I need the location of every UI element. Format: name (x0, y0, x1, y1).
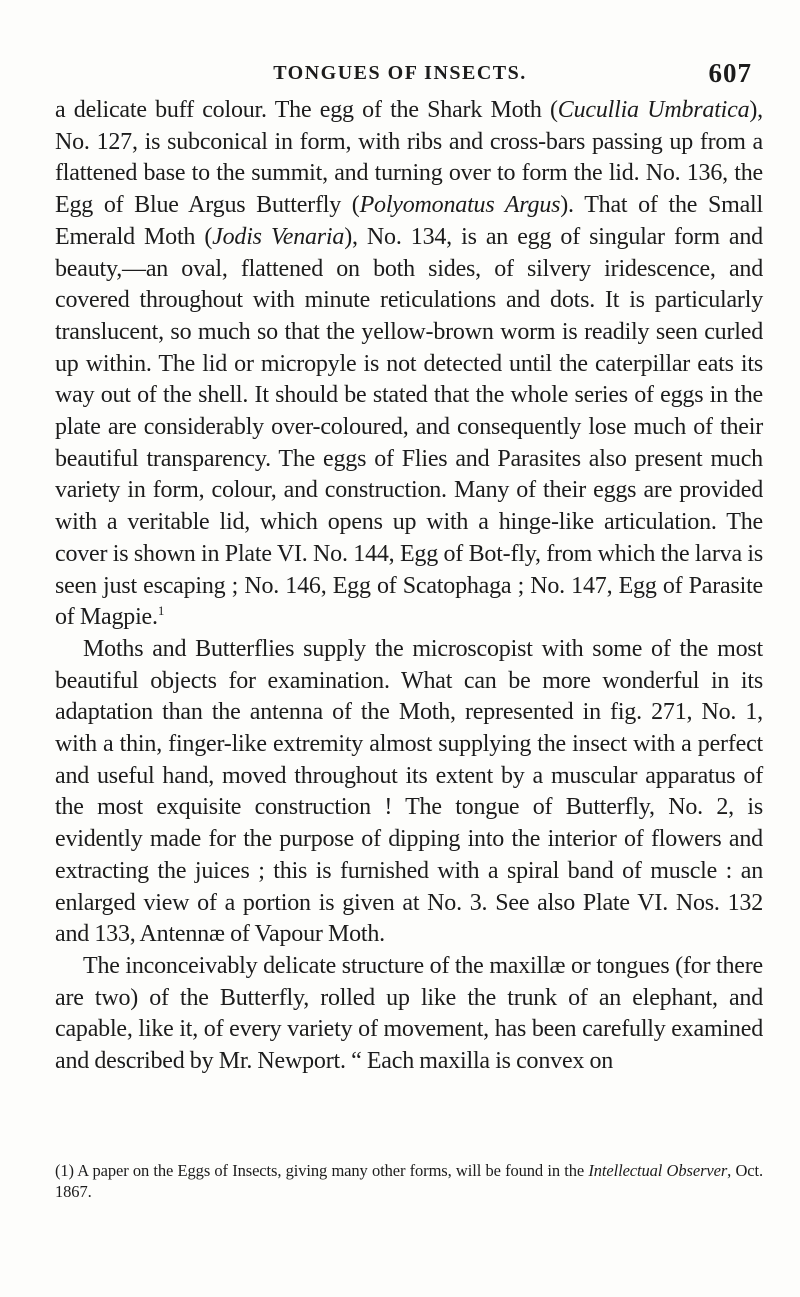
running-header (0, 58, 800, 92)
italic-term: Cucullia Umbratica (557, 97, 750, 123)
footnote-marker: 1 (157, 603, 165, 619)
italic-term: Intellectual Observer (588, 1161, 728, 1180)
paragraph: Moths and Butterflies supply the microscopist with some of the most beautiful objects for examination. What can be more wonderful in its adaptation than the antenna of the Moth, represented in fig. 271, No. 1, with a thin, finger-like extremity almost supplying the insect with a perfect and useful hand, moved throughout its extent by a muscular apparatus of the most exquisite construction ! The tongue of Butterfly, No. 2, is evidently made for the purpose of dipping into the interior of flowers and extracting the juices ; this is furnished with a spiral band of muscle : an enlarged view of a portion is given at No. 3. See also Plate VI. Nos. 132 and 133, Antennæ of Vapour Moth. (55, 635, 763, 948)
paragraph: The inconceivably delicate structure of the maxillæ or tongues (for there are two) of the Butterfly, rolled up like the trunk of an elephant, and capable, like it, of every variety of movement, has been carefully examined and described by Mr. Newport. “ Each maxilla is convex on (55, 952, 763, 1075)
italic-term: Polyomonatus Argus (359, 192, 561, 219)
footnote: (1) A paper on the Eggs of Insects, giving many other forms, will be found in the Intellectual Observer, Oct. 1867. (55, 1161, 764, 1201)
running-title: TONGUES OF INSECTS. (273, 62, 527, 84)
body-text (55, 95, 763, 1078)
italic-term: Jodis Venaria (212, 223, 345, 250)
page-number: 607 (708, 58, 752, 88)
paragraph: a delicate buff colour. The egg of the Shark Moth (Cucullia Umbratica), No. 127, is subconical in form, with ribs and cross-bars passing up from a flattened base to the summit, and turning over to form the lid. No. 136, the Egg of Blue Argus Butterfly (Polyomonatus Argus). That of the Small Emerald Moth (Jodis Venaria), No. 134, is an egg of singular form and beauty,—an oval, flattened on both sides, of silvery iridescence, and covered throughout with minute reticulations and dots. It is particularly translucent, so much so that the yellow-brown worm is readily seen curled up within. The lid or micropyle is not detected until the caterpillar eats its way out of the shell. It should be stated that the whole series of eggs in the plate are considerably over-coloured, and consequently lose much of their beautiful transparency. The eggs of Flies and Parasites also present much variety in form, colour, and construction. Many of their eggs are provided with a veritable lid, which opens up with a hinge-like articulation. The cover is shown in Plate VI. No. 144, Egg of Bot-fly, from which the larva is seen just escaping ; No. 146, Egg of Scatophaga ; No. 147, Egg of Parasite of Magpie.$^1$ (55, 97, 763, 631)
